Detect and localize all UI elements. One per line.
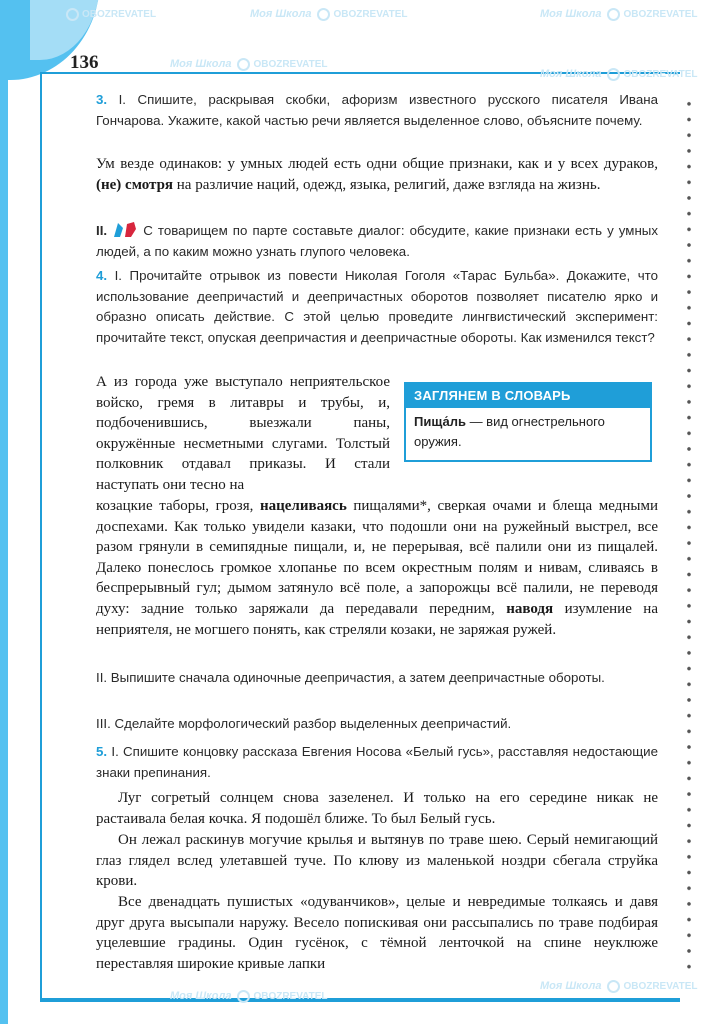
exercise-number: 3. (96, 92, 108, 107)
watermark: Моя Школа OBOZREVATEL (540, 8, 698, 20)
pair-work-icon (112, 220, 138, 238)
nosov-paragraph-3: Все двенадцать пушистых «одуванчиков», целые и невредимые толкаясь и давя друг друга высыпали наружу. Весело попискивая они рассыпались по траве подбирая уцелевшие градины. Один гусёнок, с тёмной ленточкой на спине неуклюже переставляя широкие кривые лапки (96, 894, 658, 972)
exercise-3-quote: Ум везде одинаков: у умных людей есть одни общие признаки, как и у всех дураков, (не) смотря на различие наций, одежд, языка, религий, даже взгляда на жизнь. (96, 156, 658, 193)
exercise-4-task-3: III. Сделайте морфологический разбор выделенных деепричастий. (96, 716, 512, 731)
watermark: Моя Школа OBOZREVATEL (250, 8, 408, 20)
watermark: OBOZREVATEL (60, 8, 156, 21)
dotted-margin (686, 96, 692, 976)
watermark: Моя Школа OBOZREVATEL (540, 980, 698, 992)
exercise-5-task-1: 5. I. Спишите концовку рассказа Евгения Носова «Белый гусь», расставляя недостающие знаки препинания. (96, 744, 658, 780)
watermark: Моя Школа OBOZREVATEL (540, 68, 698, 80)
exercise-number: 4. (96, 268, 108, 283)
exercise-4-task-1: 4. I. Прочитайте отрывок из повести Николая Гоголя «Тарас Бульба». Докажите, что использование деепричастий и деепричастных оборотов позволяет писателю ярко и образно описать действие. С этой целью проведите лингвистический эксперимент: прочитайте текст, опуская деепричастия и деепричастные обороты. Как изменился текст? (96, 268, 658, 345)
watermark: Моя Школа OBOZREVATEL (170, 990, 328, 1002)
gogol-excerpt-continued: козацкие таборы, грозя, нацеливаясь пищалями*, сверкая очами и блеща медными доспехами. Как только увидели казаки, что подошли они на ружейный выстрел, все разом грянули в семипядные пищали, и, не перерывая, всё палили они из пищалей. Далеко понеслось громкое хлопанье по всем окрестным полям и нивам, сливаясь в беспрерывный гул; дымом затянуло всё поле, а запорожцы всё палили, не переводя духу: задние только заряжали да передавали передним, наводя изумление на неприятеля, не могшего понять, как стреляли козаки, не заряжая ружей. (96, 498, 658, 638)
gogol-excerpt-start: А из города уже выступало неприятельское войско, гремя в литавры и трубы, и, подбоченившись, выезжали паны, окружённые несметными слугами. Толстый полковник отдавал приказы. И стали наступать они тесно на (96, 374, 390, 493)
dictionary-box (404, 382, 652, 462)
exercise-3-task-1: 3. I. Спишите, раскрывая скобки, афоризм известного русского писателя Ивана Гончарова. Укажите, какой частью речи является выделенное слово, объясните почему. (96, 92, 658, 128)
exercise-4-task-2: II. Выпишите сначала одиночные деепричастия, а затем деепричастные обороты. (96, 670, 605, 685)
dictionary-entry: Пища́ль — вид огнестрельного оружия. (414, 414, 605, 449)
exercise-number: 5. (96, 744, 108, 759)
dictionary-header: ЗАГЛЯНЕМ В СЛОВАРЬ (406, 384, 650, 408)
left-color-strip (0, 0, 8, 1024)
nosov-paragraph-1: Луг согретый солнцем снова зазеленел. И только на его середине никак не растаивала белая кочка. Я подошёл ближе. То был Белый гусь. (96, 790, 658, 827)
exercise-3-task-2: II. С товарищем по парте составьте диалог: обсудите, какие признаки есть у умных людей, а по каким можно узнать глупого человека. (96, 220, 658, 262)
page-number: 136 (70, 52, 99, 73)
watermark: Моя Школа OBOZREVATEL (170, 58, 328, 70)
nosov-paragraph-2: Он лежал раскинув могучие крылья и вытянув по траве шею. Серый немигающий глаз глядел вслед улетавшей туче. По клюву из маленькой ноздри сбегала струйка крови. (96, 832, 658, 890)
